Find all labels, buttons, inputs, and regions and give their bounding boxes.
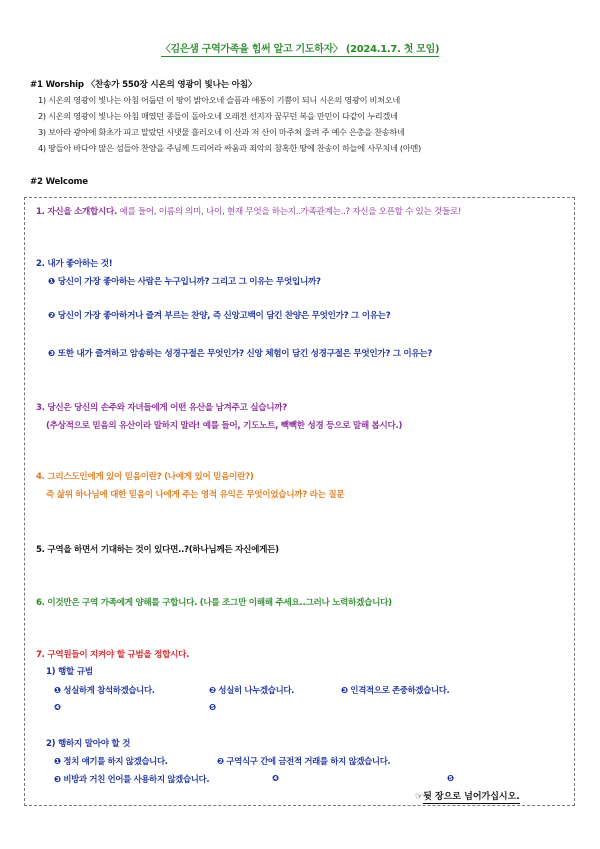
rule-dont-5 [447, 773, 454, 783]
number-5-icon: ❺ [209, 702, 216, 712]
hymn-verse-4: 4) 땅들아 바다야 많은 섬들아 찬양을 주님께 드리어라 싸움과 죄악의 참혹한 땅에 찬송이 하늘에 사무치네 (아멘) [38, 143, 421, 153]
question-2-item-3: ❸ 또한 내가 즐겨하고 암송하는 성경구절은 무엇인가? 신앙 체험이 담긴 성경구절은 무엇인가? 그 이유는? [48, 349, 433, 359]
question-4-sub: 즉 삶위 하나님에 대한 믿음이 나에게 주는 영적 유익은 무엇이었습니까? 라는 질문 [46, 490, 345, 500]
question-2-item-1: ❶ 당신이 가장 좋아하는 사람은 누구입니까? 그리고 그 이유는 무엇입니까? [48, 277, 321, 287]
number-2-icon: ❷ [209, 685, 216, 695]
number-1-icon: ❶ [54, 756, 61, 766]
hymn-verse-2: 2) 시온의 영광이 빛나는 아침 매였던 종들이 돌아오네 오래전 선지자 꿈꾸던 복을 만민이 다같이 누리겠네 [38, 111, 398, 121]
rule-dont-2: ❷ 구역식구 간에 금전적 거래를 하지 않겠습니다. [217, 756, 391, 766]
welcome-question-box [24, 197, 575, 806]
rule-do-5 [209, 702, 216, 712]
question-1 [36, 205, 461, 217]
question-4: 4. 그리스도인에게 있어 믿음이란? (나에게 있어 믿음이란?) [36, 472, 254, 482]
question-2-item-2: ❷ 당신이 가장 좋아하거나 즐겨 부르는 찬양, 즉 신앙고백이 담긴 찬양은 무엇인가? 그 이유는? [48, 311, 391, 321]
question-3: 3. 당신은 당신의 손주와 자녀들에게 어떤 유산을 남겨주고 싶습니까? [36, 403, 287, 413]
rules-dont-heading: 2) 행하지 말아야 할 것 [46, 739, 131, 749]
number-4-icon: ❹ [272, 773, 279, 783]
question-1-main: 1. 자신을 소개합시다. [36, 207, 118, 217]
number-4-icon: ❹ [54, 702, 61, 712]
number-1-icon: ❶ [54, 685, 61, 695]
rule-do-1: ❶ 성실하게 참석하겠습니다. [54, 685, 155, 695]
question-5: 5. 구역을 하면서 기대하는 것이 있다면..?(하나님께든 자신에게든) [36, 545, 279, 555]
worship-heading: #1 Worship 〈찬송가 550장 시온의 영광이 빛나는 아침〉 [30, 80, 257, 90]
rule-dont-1: ❶ 정치 얘기를 하지 않겠습니다. [54, 756, 168, 766]
page-title: 〈김은샘 구역가족을 힘써 알고 기도하자〉 (2024.1.7. 첫 모임) [160, 44, 440, 55]
pointing-hand-icon: ☞ [415, 792, 424, 802]
rule-dont-4 [272, 773, 279, 783]
number-3-icon: ❸ [341, 685, 348, 695]
number-3-icon: ❸ [54, 774, 61, 784]
question-2: 2. 내가 좋아하는 것! [36, 259, 113, 269]
rule-dont-3: ❸ 비방과 거친 언어를 사용하지 않겠습니다. [54, 774, 210, 784]
question-6: 6. 이것만은 구역 가족에게 양해를 구합니다. (나를 조그만 이해해 주세요..그러나 노력하겠습니다) [36, 598, 392, 608]
next-page-note: ☞뒷 장으로 넘어가십시오. [415, 792, 520, 802]
question-3-sub: (추상적으로 믿음의 유산이라 말하지 말라! 예를 들어, 기도노트, 빽빽한 성경 등으로 말해 봅시다.) [46, 421, 403, 431]
number-2-icon: ❷ [48, 311, 55, 321]
number-5-icon: ❺ [447, 773, 454, 783]
number-3-icon: ❸ [48, 349, 55, 359]
rules-do-heading: 1) 행할 규범 [46, 667, 93, 677]
number-1-icon: ❶ [48, 277, 55, 287]
rule-do-4 [54, 702, 61, 712]
hymn-verse-3: 3) 보아라 광야에 화초가 피고 말랐던 시냇물 흘러오네 이 산과 저 산이 마주쳐 울려 주 예수 은총을 찬송하네 [38, 127, 405, 137]
hymn-verse-1: 1) 시온의 영광이 빛나는 아침 어둡던 이 땅이 밝아오네 슬픔과 애통이 기쁨이 되니 시온의 영광이 비쳐오네 [38, 95, 400, 105]
rule-do-2: ❷ 성실히 나누겠습니다. [209, 685, 295, 695]
rule-do-3: ❸ 인격적으로 존중하겠습니다. [341, 685, 450, 695]
question-1-detail: 예를 들어, 이름의 의미, 나이, 현재 무엇을 하는지..가족관계는..? 자신을 오픈할 수 있는 것들로! [117, 207, 462, 217]
welcome-heading: #2 Welcome [30, 177, 88, 187]
question-7: 7. 구역원들이 지켜야 할 규범을 정합시다. [36, 650, 190, 660]
number-2-icon: ❷ [217, 756, 224, 766]
